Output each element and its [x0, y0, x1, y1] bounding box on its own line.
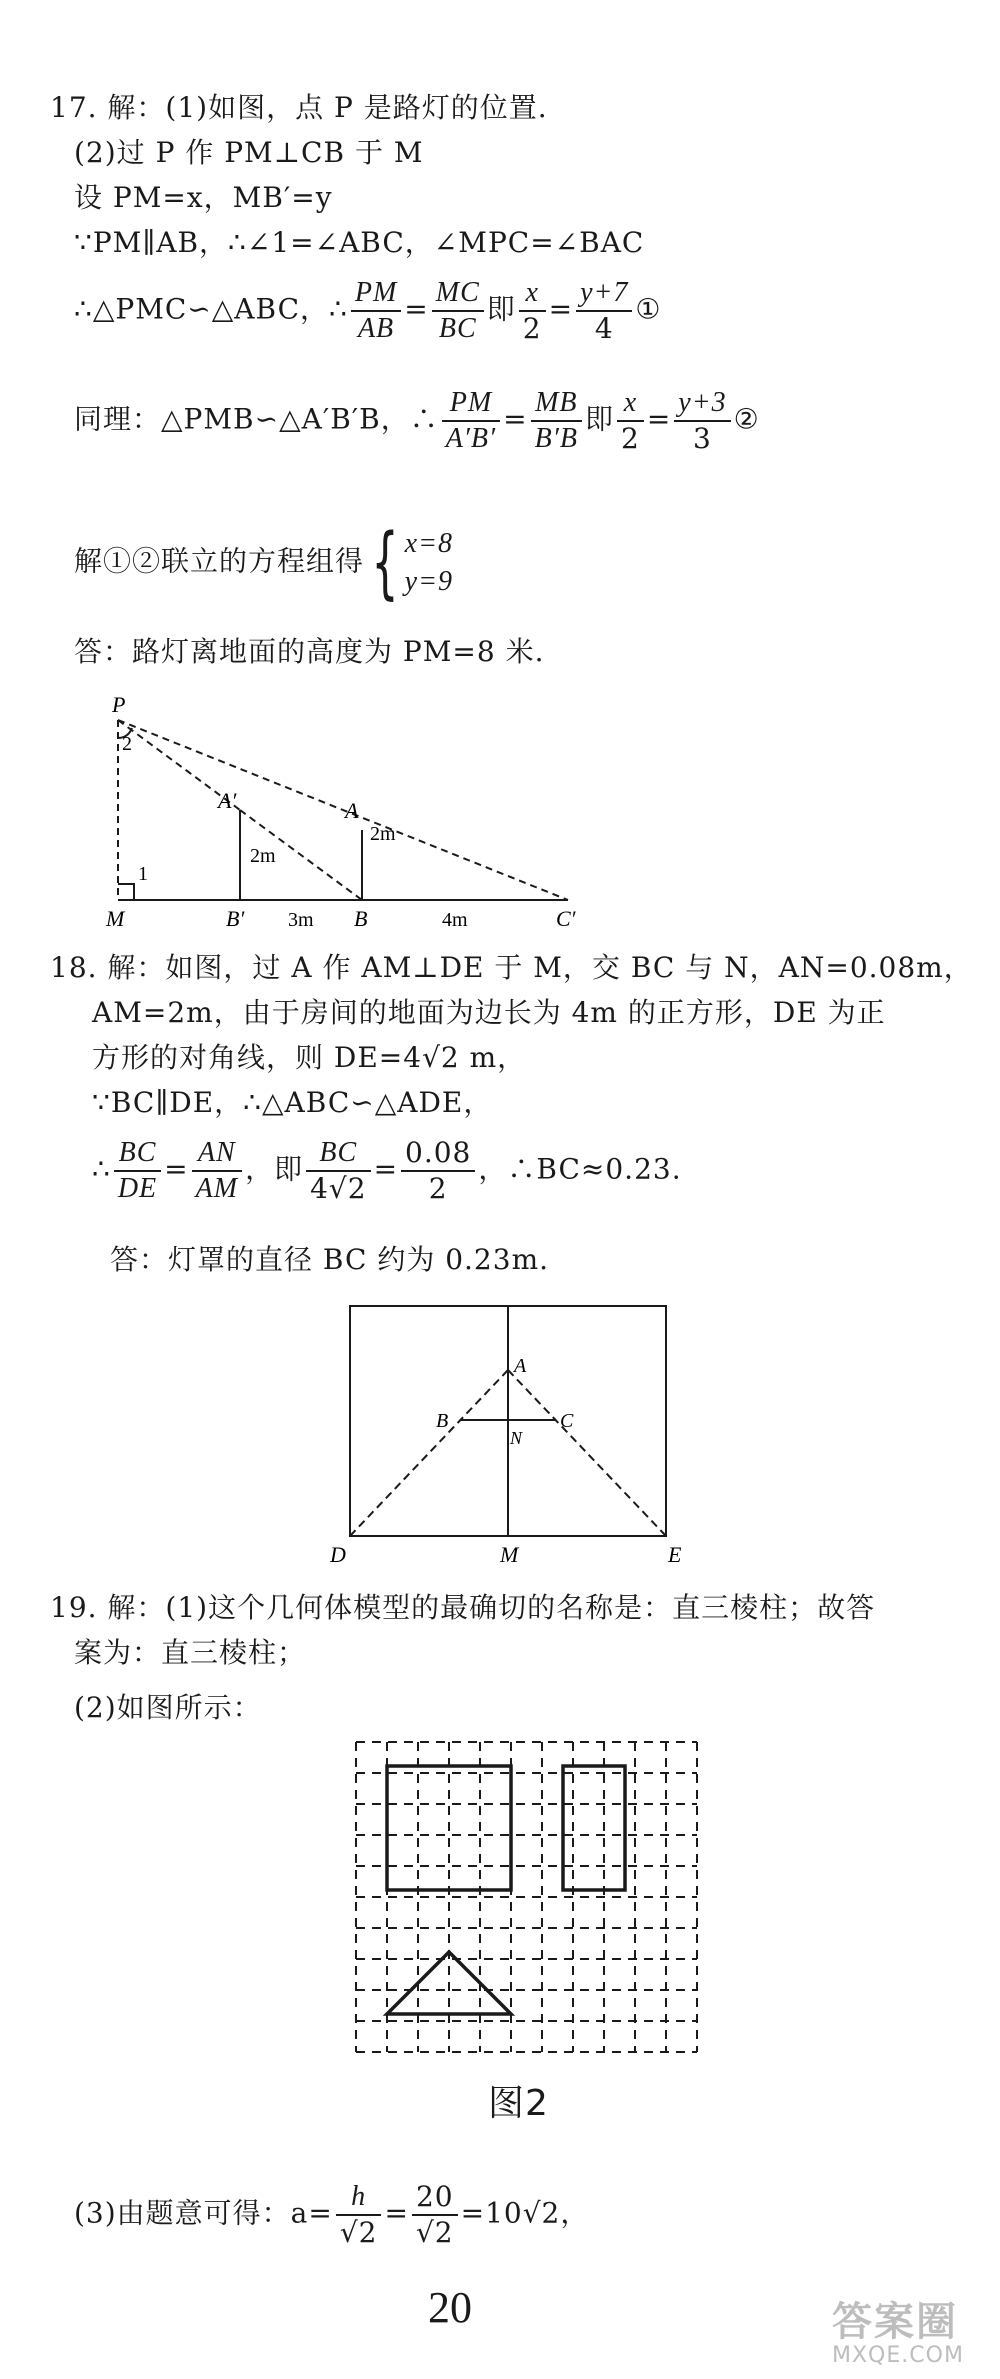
p17-line-8: 答：路灯离地面的高度为 PM=8 米. — [74, 635, 545, 668]
lamp-room-figure — [330, 1300, 690, 1570]
label-angle-2: 2 — [122, 733, 132, 755]
p18-result: ，∴BC≈0.23. — [478, 1152, 682, 1186]
streetlight-figure — [100, 690, 600, 930]
brace: { — [371, 518, 400, 608]
p18-line-6: 答：灯罩的直径 BC 约为 0.23m. — [110, 1243, 550, 1276]
label-2m-left: 2m — [250, 845, 276, 867]
label-Bp: B′ — [226, 906, 245, 930]
line-da — [350, 1370, 508, 1536]
p19-line-3: (2)如图所示： — [74, 1691, 262, 1724]
figure-caption: 图2 — [488, 2083, 549, 2124]
p17-ji-2: 即 — [584, 402, 614, 436]
fraction-pm-apbp: $\frac{PM}{A'B'}$ — [442, 386, 500, 456]
p17-line-2: (2)过 P 作 PM⊥CB 于 M — [74, 136, 424, 169]
fraction-mc-bc: $\frac{MC}{BC}$ — [432, 276, 484, 346]
circled-2: ② — [733, 402, 760, 436]
p18-line-2: AM=2m，由于房间的地面为边长为 4m 的正方形，DE 为正 — [92, 996, 886, 1029]
label-angle-1: 1 — [138, 863, 148, 885]
label-A: A — [345, 798, 359, 823]
fraction-bc-4r2: $\frac{BC}{4√2}$ — [306, 1136, 370, 1206]
label-Ap: A′ — [218, 788, 237, 813]
fraction-pm-ab: $\frac{PM}{AB}$ — [351, 276, 401, 346]
fraction-mb-bpb: $\frac{MB}{B'B}$ — [531, 386, 582, 456]
p18-ji: ，即 — [245, 1152, 304, 1186]
p17-line-3: 设 PM=x，MB′=y — [74, 181, 333, 214]
p18-line-1: 18. 解：如图，过 A 作 AM⊥DE 于 M，交 BC 与 N，AN=0.08m， — [50, 951, 973, 984]
solution-x: x=8 — [404, 528, 453, 559]
label-P: P — [112, 692, 126, 717]
fraction-y3-3: $\frac{y+3}{3}$ — [674, 386, 730, 456]
ray-p-cp — [118, 720, 568, 900]
label-M: M — [106, 906, 125, 930]
fraction-y7-4: $\frac{y+7}{4}$ — [576, 276, 632, 346]
p18-therefore: ∴ — [92, 1152, 111, 1186]
equation-system — [405, 525, 453, 601]
fraction-an-am: $\frac{AN}{AM}$ — [192, 1136, 242, 1206]
fraction-008-2: $\frac{0.08}{2}$ — [401, 1136, 475, 1206]
fraction-x-2: $\frac{x}{2}$ — [519, 276, 546, 346]
p19-line-1: 19. 解：(1)这个几何体模型的最确切的名称是：直三棱柱；故答 — [50, 1591, 876, 1624]
fraction-x-2b: $\frac{x}{2}$ — [617, 386, 644, 456]
page-number: 20 — [428, 2283, 472, 2332]
p19-line-2: 案为：直三棱柱； — [74, 1636, 307, 1669]
circled-1: ① — [635, 292, 662, 326]
solution-y: y=9 — [404, 566, 453, 597]
label-Cp: C′ — [556, 906, 576, 930]
label-3m: 3m — [288, 909, 314, 930]
p19-line-4: (3)由题意可得：a= $\frac{h}{√2}$ = $\frac{20}{√2}$ =10√2， — [74, 2180, 590, 2249]
watermark-title: 答案圈 — [832, 2299, 958, 2345]
label-E: E — [668, 1542, 682, 1567]
watermark-url: MXQE.COM — [832, 2343, 964, 2368]
p19-result: =10√2， — [460, 2196, 590, 2230]
p17-line-7 — [74, 518, 453, 608]
label-B: B — [354, 906, 368, 930]
fraction-20-r2: $\frac{20}{√2}$ — [412, 2180, 458, 2250]
p18-line-3: 方形的对角线，则 DE=4√2 m， — [92, 1041, 527, 1074]
label-D: D — [330, 1542, 346, 1567]
p18-line-5: ∴ $\frac{BC}{DE}$ = $\frac{AN}{AM}$ ，即 $\frac{BC}{4√2}$ = $\frac{0.08}{2}$ ，∴BC≈0.23. — [92, 1136, 682, 1205]
label-B: B — [436, 1410, 449, 1432]
three-view-grid-figure — [354, 1740, 710, 2060]
watermark — [832, 2300, 992, 2372]
label-C: C — [560, 1410, 574, 1432]
p19-line-4-lead: (3)由题意可得：a= — [74, 2196, 333, 2230]
label-4m: 4m — [442, 909, 468, 930]
p17-line-7-text: 解①②联立的方程组得 — [74, 544, 365, 578]
label-A: A — [514, 1355, 527, 1377]
dashed-grid — [356, 1742, 697, 2052]
p17-ji-1: 即 — [486, 292, 516, 326]
p17-line-6: 同理：△PMB∽△A′B′B，∴ $\frac{PM}{A'B'}$ = $\frac{MB}{B'B}$ 即 $\frac{x}{2}$ = $\frac{y+3}{3}$ ② — [74, 387, 760, 455]
fraction-h-r2: $\frac{h}{√2}$ — [336, 2180, 382, 2250]
fraction-bc-de: $\frac{BC}{DE}$ — [114, 1136, 161, 1206]
label-N: N — [510, 1428, 523, 1448]
p17-line-5-lead: ∴△PMC∽△ABC，∴ — [74, 292, 348, 326]
label-M: M — [500, 1542, 519, 1567]
p17-line-6-lead: 同理：△PMB∽△A′B′B，∴ — [74, 402, 439, 436]
p17-line-5: ∴△PMC∽△ABC，∴ $\frac{PM}{AB}$ = $\frac{MC}{BC}$ 即 $\frac{x}{2}$ = $\frac{y+7}{4}$ ① — [74, 277, 662, 345]
line-ae — [508, 1370, 666, 1536]
p18-line-4: ∵BC∥DE，∴△ABC∽△ADE， — [92, 1086, 493, 1119]
p17-line-1: 17. 解：(1)如图，点 P 是路灯的位置. — [50, 91, 548, 124]
p17-line-4: ∵PM∥AB，∴∠1=∠ABC，∠MPC=∠BAC — [74, 226, 645, 259]
label-2m-right: 2m — [370, 823, 396, 845]
right-angle-mark — [118, 884, 134, 900]
